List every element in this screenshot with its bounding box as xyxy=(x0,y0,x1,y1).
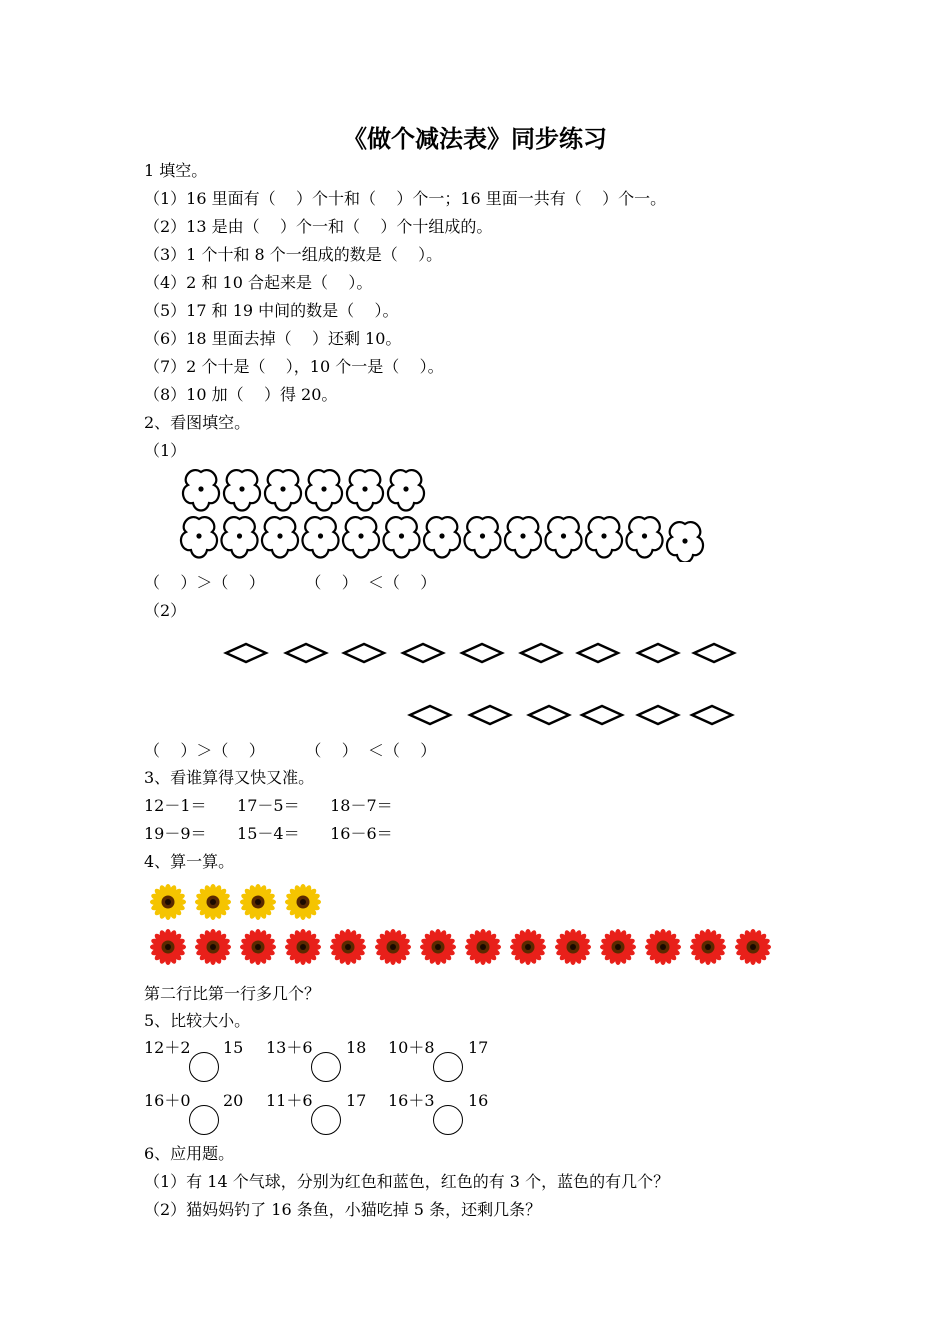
diamond-shape xyxy=(638,644,678,662)
s2-part2-label: （2） xyxy=(144,601,187,620)
red-sunflower xyxy=(240,929,276,965)
outline-flower xyxy=(221,517,257,557)
red-sunflower xyxy=(510,929,546,965)
red-sunflower xyxy=(555,929,591,965)
outline-flower xyxy=(306,470,342,510)
diamond-shape xyxy=(582,706,622,724)
yellow-sunflower xyxy=(285,884,321,920)
diamond-shape xyxy=(578,644,618,662)
s1-item-2: （2）13 是由（ ）个一和（ ）个十组成的。 xyxy=(144,217,493,236)
red-sunflower xyxy=(375,929,411,965)
s1-item-8: （8）10 加（ ）得 20。 xyxy=(144,385,338,404)
s1-item-7: （7）2 个十是（ ），10 个一是（ ）。 xyxy=(144,357,444,376)
yellow-sunflower xyxy=(150,884,186,920)
diamond-shape xyxy=(344,644,384,662)
red-sunflower xyxy=(330,929,366,965)
s5-r2-c3-left: 16＋3 xyxy=(388,1091,435,1110)
s5-r1-c1-left: 12＋2 xyxy=(144,1038,191,1057)
red-sunflower xyxy=(285,929,321,965)
sunflowers-figure xyxy=(144,880,779,975)
yellow-sunflower xyxy=(195,884,231,920)
s5-r1-c2-right: 18 xyxy=(346,1038,367,1057)
diamond-shape xyxy=(694,644,734,662)
s3-row-2: 19－9＝ 15－4＝ 16－6＝ xyxy=(144,824,393,843)
outline-flower xyxy=(224,470,260,510)
outline-flower xyxy=(383,517,419,557)
s6-question-2: （2）猫妈妈钓了 16 条鱼，小猫吃掉 5 条，还剩几条？ xyxy=(144,1200,542,1219)
compare-circle-input[interactable] xyxy=(189,1052,219,1082)
s6-question-1: （1）有 14 个气球，分别为红色和蓝色，红色的有 3 个，蓝色的有几个？ xyxy=(144,1172,670,1191)
diamond-shape xyxy=(462,644,502,662)
outline-flower xyxy=(505,517,541,557)
section6-heading: 6、应用题。 xyxy=(144,1144,235,1163)
red-sunflower xyxy=(600,929,636,965)
page-title: 《做个减法表》同步练习 xyxy=(343,125,607,153)
outline-flower xyxy=(586,517,622,557)
s2-part1-label: （1） xyxy=(144,441,187,460)
s2-part1-answer: （ ）＞（ ） （ ） ＜（ ） xyxy=(144,573,437,592)
diamond-shape xyxy=(286,644,326,662)
s1-item-5: （5）17 和 19 中间的数是（ ）。 xyxy=(144,301,399,320)
section4-heading: 4、算一算。 xyxy=(144,852,235,871)
s4-question: 第二行比第一行多几个？ xyxy=(144,984,321,1003)
s5-r1-c3-right: 17 xyxy=(468,1038,489,1057)
diamond-shape xyxy=(403,644,443,662)
red-sunflower xyxy=(690,929,726,965)
diamond-shape xyxy=(410,706,450,724)
section5-heading: 5、比较大小。 xyxy=(144,1011,251,1030)
section3-heading: 3、看谁算得又快又准。 xyxy=(144,768,315,787)
s3-row-1: 12－1＝ 17－5＝ 18－7＝ xyxy=(144,796,393,815)
outline-flower xyxy=(667,522,703,562)
red-sunflower xyxy=(150,929,186,965)
s5-r2-c3-right: 16 xyxy=(468,1091,489,1110)
red-sunflower xyxy=(645,929,681,965)
outline-flowers-figure xyxy=(170,462,730,562)
compare-circle-input[interactable] xyxy=(433,1105,463,1135)
outline-flower xyxy=(302,517,338,557)
s1-item-4: （4）2 和 10 合起来是（ ）。 xyxy=(144,273,373,292)
outline-flower xyxy=(545,517,581,557)
s1-item-3: （3）1 个十和 8 个一组成的数是（ ）。 xyxy=(144,245,443,264)
outline-flower xyxy=(347,470,383,510)
compare-circle-input[interactable] xyxy=(189,1105,219,1135)
s5-r1-c2-left: 13＋6 xyxy=(266,1038,313,1057)
red-sunflower xyxy=(465,929,501,965)
s5-r2-c1-right: 20 xyxy=(223,1091,244,1110)
red-sunflower xyxy=(420,929,456,965)
s2-part2-answer: （ ）＞（ ） （ ） ＜（ ） xyxy=(144,741,437,760)
outline-flower xyxy=(181,517,217,557)
s5-r2-c1-left: 16＋0 xyxy=(144,1091,191,1110)
section1-heading: 1 填空。 xyxy=(144,161,208,180)
outline-flower xyxy=(464,517,500,557)
s5-r1-c3-left: 10＋8 xyxy=(388,1038,435,1057)
diamond-shape xyxy=(521,644,561,662)
diamond-shape xyxy=(470,706,510,724)
diamonds-figure xyxy=(220,635,750,735)
s1-item-1: （1）16 里面有（ ）个十和（ ）个一；16 里面一共有（ ）个一。 xyxy=(144,189,667,208)
red-sunflower xyxy=(195,929,231,965)
s5-r2-c2-right: 17 xyxy=(346,1091,367,1110)
diamond-shape xyxy=(226,644,266,662)
compare-circle-input[interactable] xyxy=(433,1052,463,1082)
outline-flower xyxy=(388,470,424,510)
red-sunflower xyxy=(735,929,771,965)
diamond-shape xyxy=(529,706,569,724)
diamond-shape xyxy=(692,706,732,724)
s5-r2-c2-left: 11＋6 xyxy=(266,1091,313,1110)
outline-flower xyxy=(262,517,298,557)
compare-circle-input[interactable] xyxy=(311,1105,341,1135)
section2-heading: 2、看图填空。 xyxy=(144,413,251,432)
s1-item-6: （6）18 里面去掉（ ）还剩 10。 xyxy=(144,329,402,348)
outline-flower xyxy=(265,470,301,510)
diamond-shape xyxy=(638,706,678,724)
compare-circle-input[interactable] xyxy=(311,1052,341,1082)
outline-flower xyxy=(626,517,662,557)
outline-flower xyxy=(424,517,460,557)
outline-flower xyxy=(183,470,219,510)
yellow-sunflower xyxy=(240,884,276,920)
s5-r1-c1-right: 15 xyxy=(223,1038,244,1057)
outline-flower xyxy=(343,517,379,557)
